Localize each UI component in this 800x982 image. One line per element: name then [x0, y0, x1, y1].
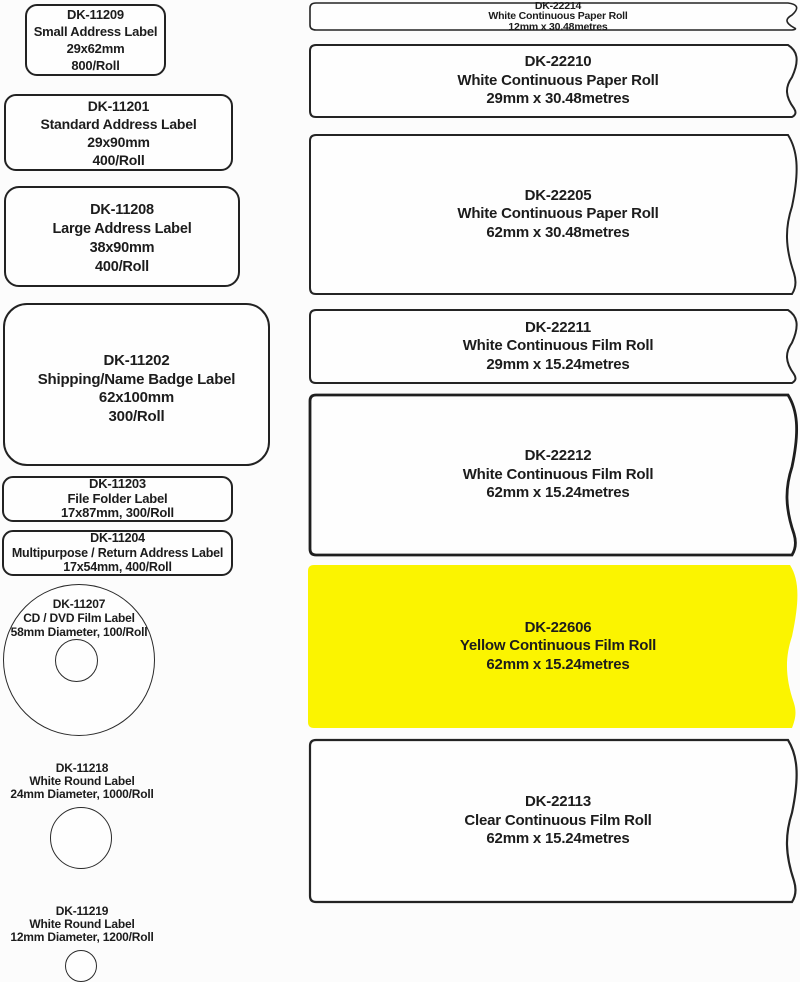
label-line: White Round Label	[29, 774, 135, 789]
roll-line: White Continuous Paper Roll	[457, 71, 659, 89]
label-line: 17x87mm, 300/Roll	[61, 505, 174, 521]
roll-line: DK-22211	[525, 318, 591, 336]
roll-text	[308, 133, 800, 296]
label-box-dk-11208	[4, 186, 240, 287]
label-line: White Round Label	[29, 917, 135, 932]
roll-line: Yellow Continuous Film Roll	[459, 637, 657, 655]
label-line: DK-11209	[67, 7, 124, 22]
label-line: DK-11219	[55, 904, 109, 918]
roll-line: 29mm x 30.48metres	[486, 90, 630, 108]
cd-dvd-label-text	[0, 597, 158, 639]
label-line: DK-11208	[90, 201, 154, 218]
roll-line: 62mm x 15.24metres	[486, 655, 630, 673]
label-line: DK-11201	[87, 97, 150, 114]
label-line: CD / DVD Film Label	[23, 611, 135, 625]
roll-line: White Continuous Film Roll	[462, 465, 654, 483]
roll-line: White Continuous Film Roll	[462, 337, 654, 355]
label-line: 38x90mm	[89, 239, 155, 256]
label-box-dk-11203	[2, 476, 233, 522]
label-line: Small Address Label	[33, 24, 158, 39]
label-line: 62x100mm	[98, 389, 175, 406]
label-line: DK-11204	[90, 531, 145, 546]
label-line: 24mm Diameter, 1000/Roll	[10, 787, 154, 802]
roll-text	[308, 308, 800, 385]
roll-text	[308, 1, 800, 32]
roll-dk-22606	[308, 565, 800, 728]
label-line: DK-11207	[52, 597, 106, 611]
label-line: 29x90mm	[87, 133, 150, 150]
roll-dk-22214	[308, 1, 800, 32]
label-line: DK-11218	[55, 761, 109, 775]
roll-line: DK-22212	[524, 447, 592, 465]
roll-dk-22210	[308, 43, 800, 119]
roll-line: 12mm x 30.48metres	[508, 20, 608, 33]
label-line: Large Address Label	[52, 220, 192, 237]
round-label-12mm-text	[2, 905, 162, 945]
label-line: 29x62mm	[66, 41, 125, 56]
roll-line: 62mm x 30.48metres	[486, 223, 630, 241]
label-line: 58mm Diameter, 100/Roll	[10, 625, 148, 639]
roll-line: DK-22205	[524, 186, 592, 204]
roll-line: DK-22606	[524, 618, 592, 636]
roll-line: White Continuous Paper Roll	[488, 10, 628, 23]
roll-dk-22113	[308, 738, 800, 904]
round-label-24mm-text	[2, 762, 162, 802]
roll-line: DK-22210	[524, 53, 592, 71]
label-line: 400/Roll	[92, 151, 145, 168]
label-line: 300/Roll	[108, 407, 165, 425]
label-box-dk-11202	[3, 303, 270, 466]
roll-line: Clear Continuous Film Roll	[464, 811, 652, 829]
roll-text	[308, 738, 800, 904]
label-line: 400/Roll	[94, 258, 149, 275]
roll-text	[308, 393, 800, 557]
label-box-dk-11209	[25, 4, 166, 76]
label-box-dk-11204	[2, 530, 233, 576]
cd-dvd-center-hole	[55, 639, 98, 682]
roll-line: 62mm x 15.24metres	[486, 830, 630, 848]
roll-dk-22205	[308, 133, 800, 296]
label-line: 12mm Diameter, 1200/Roll	[10, 930, 154, 945]
roll-dk-22212	[308, 393, 800, 557]
label-line: Shipping/Name Badge Label	[37, 370, 236, 388]
roll-dk-22211	[308, 308, 800, 385]
label-line: Multipurpose / Return Address Label	[11, 545, 224, 560]
roll-line: White Continuous Paper Roll	[457, 205, 659, 223]
roll-line: DK-22214	[534, 0, 582, 12]
roll-line: 29mm x 15.24metres	[486, 355, 630, 373]
label-line: File Folder Label	[67, 490, 168, 506]
label-box-dk-11201	[4, 94, 233, 171]
roll-line: DK-22113	[525, 793, 591, 811]
round-label-12mm-circle	[65, 950, 97, 982]
label-line: DK-11202	[103, 352, 170, 369]
round-label-24mm-circle	[50, 807, 112, 869]
roll-line: 62mm x 15.24metres	[486, 484, 630, 502]
label-line: 17x54mm, 400/Roll	[63, 560, 172, 575]
label-line: Standard Address Label	[40, 115, 197, 132]
roll-text	[308, 565, 800, 728]
label-line: DK-11203	[89, 476, 146, 492]
roll-text	[308, 43, 800, 119]
label-line: 800/Roll	[71, 58, 120, 73]
